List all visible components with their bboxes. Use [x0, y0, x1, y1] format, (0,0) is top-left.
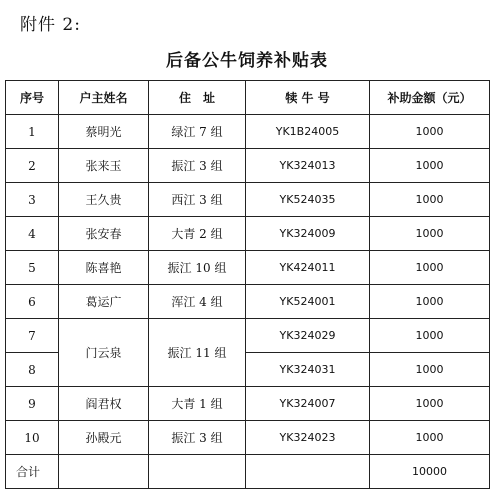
- cell-name: 王久贵: [59, 183, 149, 217]
- cell-address: 振江 11 组: [149, 319, 246, 387]
- total-empty-cell: [149, 455, 246, 489]
- table-row: [6, 421, 490, 455]
- cell-calf-id: YK324029: [246, 319, 370, 353]
- cell-amount: 1000: [370, 149, 490, 183]
- cell-amount: 1000: [370, 183, 490, 217]
- cell-calf-id: YK324031: [246, 353, 370, 387]
- total-amount: 10000: [370, 455, 490, 489]
- cell-address: 振江 3 组: [149, 421, 246, 455]
- cell-address: 绿江 7 组: [149, 115, 246, 149]
- cell-amount: 1000: [370, 353, 490, 387]
- cell-calf-id: YK524035: [246, 183, 370, 217]
- cell-calf-id: YK524001: [246, 285, 370, 319]
- cell-serial-no: 9: [6, 387, 59, 421]
- subsidy-table: [5, 80, 490, 489]
- total-row: [6, 455, 490, 489]
- cell-amount: 1000: [370, 421, 490, 455]
- cell-amount: 1000: [370, 319, 490, 353]
- table-header-row: [6, 81, 490, 115]
- table-row: [6, 251, 490, 285]
- header-calf-id: 犊 牛 号: [246, 81, 370, 115]
- cell-name: 张安春: [59, 217, 149, 251]
- total-empty-cell: [59, 455, 149, 489]
- cell-address: 振江 10 组: [149, 251, 246, 285]
- cell-name: 蔡明光: [59, 115, 149, 149]
- cell-serial-no: 4: [6, 217, 59, 251]
- table-row: [6, 285, 490, 319]
- cell-calf-id: YK324023: [246, 421, 370, 455]
- cell-name: 门云泉: [59, 319, 149, 387]
- header-serial-no: 序号: [6, 81, 59, 115]
- page-title: 后备公牛饲养补贴表: [166, 51, 328, 71]
- cell-amount: 1000: [370, 251, 490, 285]
- cell-calf-id: YK324009: [246, 217, 370, 251]
- cell-serial-no: 1: [6, 115, 59, 149]
- cell-address: 振江 3 组: [149, 149, 246, 183]
- cell-name: 葛运广: [59, 285, 149, 319]
- cell-serial-no: 5: [6, 251, 59, 285]
- cell-amount: 1000: [370, 217, 490, 251]
- table-row: [6, 115, 490, 149]
- header-householder-name: 户主姓名: [59, 81, 149, 115]
- cell-name: 孙殿元: [59, 421, 149, 455]
- total-empty-cell: [246, 455, 370, 489]
- cell-serial-no: 3: [6, 183, 59, 217]
- cell-address: 西江 3 组: [149, 183, 246, 217]
- cell-calf-id: YK324007: [246, 387, 370, 421]
- total-label: 合计: [6, 455, 59, 489]
- cell-address: 浑江 4 组: [149, 285, 246, 319]
- cell-calf-id: YK424011: [246, 251, 370, 285]
- cell-serial-no: 6: [6, 285, 59, 319]
- cell-name: 张来玉: [59, 149, 149, 183]
- table-row: [6, 149, 490, 183]
- cell-amount: 1000: [370, 115, 490, 149]
- header-address: 住 址: [149, 81, 246, 115]
- cell-serial-no: 2: [6, 149, 59, 183]
- header-subsidy-amount: 补助金额（元）: [370, 81, 490, 115]
- table-row: [6, 217, 490, 251]
- attachment-label: 附件 2:: [20, 15, 81, 35]
- cell-name: 阎君权: [59, 387, 149, 421]
- cell-amount: 1000: [370, 387, 490, 421]
- table-row: [6, 319, 490, 353]
- cell-serial-no: 7: [6, 319, 59, 353]
- cell-name: 陈喜艳: [59, 251, 149, 285]
- table-row: [6, 183, 490, 217]
- cell-serial-no: 10: [6, 421, 59, 455]
- cell-calf-id: YK324013: [246, 149, 370, 183]
- cell-address: 大青 2 组: [149, 217, 246, 251]
- cell-amount: 1000: [370, 285, 490, 319]
- table-row: [6, 387, 490, 421]
- cell-serial-no: 8: [6, 353, 59, 387]
- cell-address: 大青 1 组: [149, 387, 246, 421]
- cell-calf-id: YK1B24005: [246, 115, 370, 149]
